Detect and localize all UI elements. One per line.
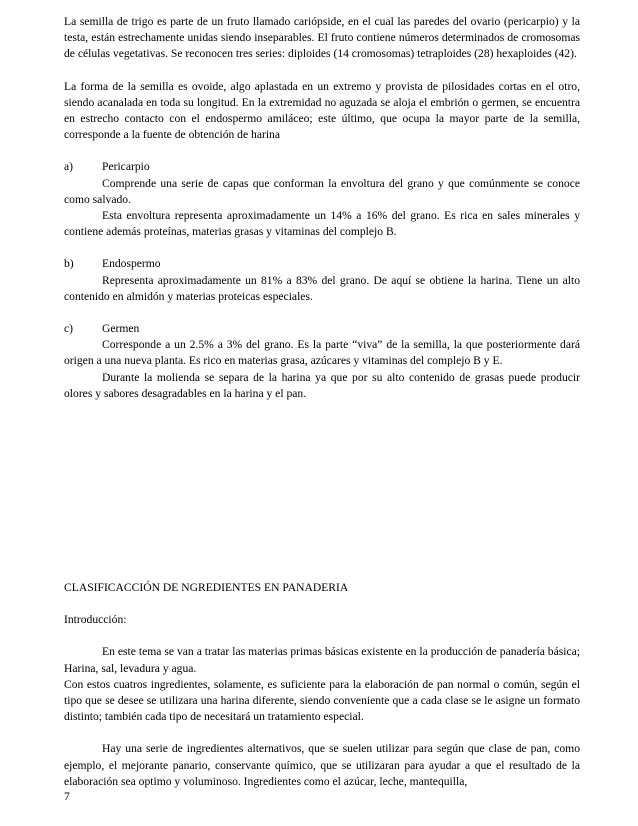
spacer — [64, 596, 580, 612]
page-number: 7 — [64, 790, 70, 803]
section-paragraph-3: Hay una serie de ingredientes alternativos, que se suelen utilizar para según que clase de pan, como ejemplo, el mejorante panario, conservante químico, que se utilizaran para ayudar a que el resultado de la elaboración sea optimo y voluminoso. Ingredientes como el azúcar, leche, mantequilla, — [64, 742, 580, 788]
section-heading: CLASIFICACCIÓN DE NGREDIENTES EN PANADERIA — [64, 581, 349, 595]
item-pericarpio — [64, 159, 580, 240]
item-heading — [64, 321, 580, 337]
item-paragraph: Comprende una serie de capas que conforman la envoltura del grano y que comúnmente se conoce como salvado. — [64, 176, 580, 206]
item-heading — [64, 159, 580, 175]
section-paragraph-2: Con estos cuatros ingredientes, solamente, es suficiente para la elaboración de pan normal o común, según el tipo que se desee se utilizara una harina diferente, siendo conveniente que a cada clase se le asigne un formato distinto; también cada tipo de necesitará un tratamiento especial. — [64, 677, 580, 724]
item-title: Germen — [102, 322, 140, 336]
item-heading — [64, 256, 580, 272]
item-title: Endospermo — [102, 257, 161, 271]
document-page — [64, 14, 580, 790]
blank-space — [64, 402, 580, 580]
spacer — [64, 63, 580, 79]
item-paragraph: Durante la molienda se separa de la harina ya que por su alto contenido de grasas puede producir olores y sabores desagradables en la harina y el pan. — [64, 370, 580, 400]
spacer — [64, 628, 580, 644]
spacer — [64, 143, 580, 159]
item-paragraph: Corresponde a un 2.5% a 3% del grano. Es la parte “viva” de la semilla, la que posteriormente dará origen a una nueva planta. Es rico en materias grasa, azúcares y vitaminas del complejo B y E. — [64, 338, 580, 368]
spacer — [64, 240, 580, 256]
spacer — [64, 305, 580, 321]
item-letter: a) — [64, 160, 74, 174]
item-germen — [64, 321, 580, 402]
section-paragraph-1: En este tema se van a tratar las materias primas básicas existente en la producción de panadería básica; Harina, sal, levadura y agua. — [64, 645, 580, 675]
intro-paragraph-1: La semilla de trigo es parte de un fruto llamado cariópside, en el cual las paredes del ovario (pericarpio) y la testa, están estrechamente unidas siendo inseparables. El fruto contiene números determinados de cromosomas de células vegetativas. Se reconocen tres series: diploides (14 cromosomas) tetraploides (28) hexaploides (42). — [64, 15, 580, 61]
item-letter: c) — [64, 322, 74, 336]
item-paragraph: Esta envoltura representa aproximadamente un 14% a 16% del grano. Es rica en sales minerales y contiene además proteínas, materias grasas y vitaminas del complejo B. — [64, 209, 580, 239]
item-endospermo — [64, 256, 580, 305]
spacer — [64, 725, 580, 741]
item-title: Pericarpio — [102, 160, 150, 174]
item-paragraph: Representa aproximadamente un 81% a 83% del grano. De aquí se obtiene la harina. Tiene un alto contenido en almidón y materias proteicas especiales. — [64, 273, 580, 303]
item-letter: b) — [64, 257, 74, 271]
intro-paragraph-2: La forma de la semilla es ovoide, algo aplastada en un extremo y provista de pilosidades cortas en el otro, siendo acanalada en toda su longitud. En la extremidad no aguzada se aloja el embrión o germen, se encuentra en estrecho contacto con el endospermo amiláceo; este último, que ocupa la mayor parte de la semilla, corresponde a la fuente de obtención de harina — [64, 79, 580, 142]
section-subheading: Introducción: — [64, 613, 127, 627]
